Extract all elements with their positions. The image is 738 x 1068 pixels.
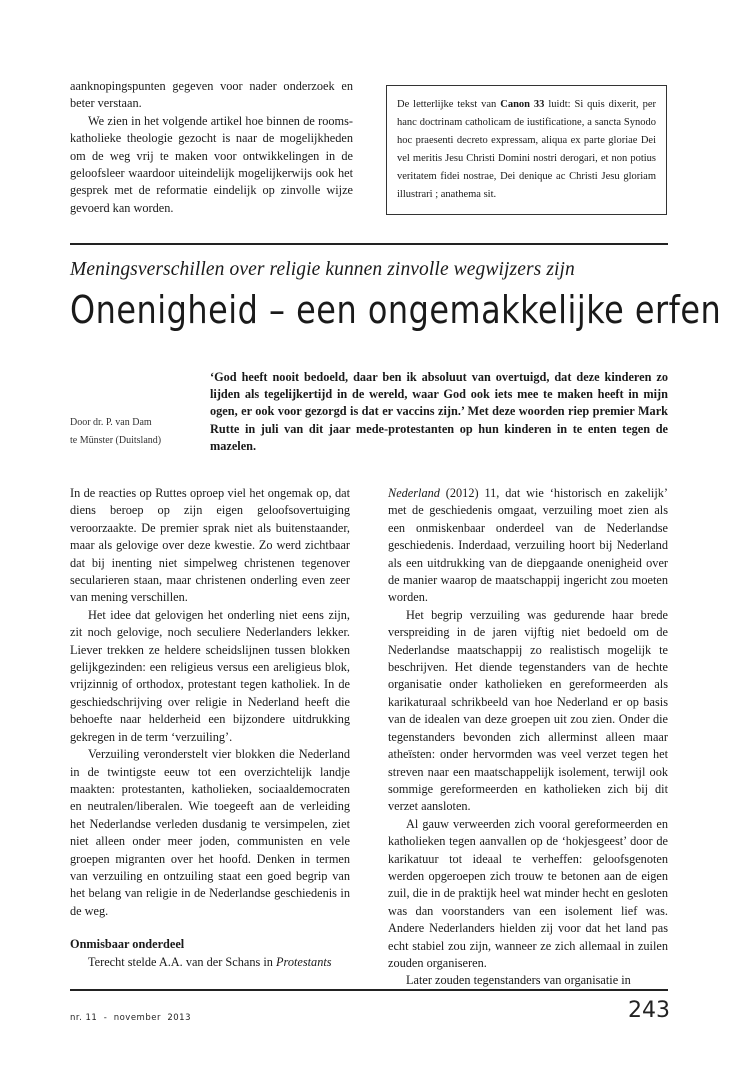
paragraph: Al gauw verweerden zich vooral gereformeerden en katholieken tegen aanvallen op de ‘hokjesgeest’ door de karikatuur tot ideaal te verheffen: geloofsgenoten werden opgeroepen zich trouw te betonen aan de eigen zuil, die in de praktijk heel wat minder hecht en gesloten was dan voorstanders van een isolement lief was. Andere Nederlanders hielden zij voor dat het land pas echt stabiel zou zijn, wanneer ze zich allemaal in zuilen zouden organiseren.: [388, 816, 668, 970]
book-title: Nederland: [388, 486, 440, 500]
paragraph: [70, 954, 350, 971]
article-intro: ‘God heeft nooit bedoeld, daar ben ik absoluut van overtuigd, dat deze kinderen zo lijden als tegelijkertijd in de wereld, waar God ook iets mee te maken heeft in mijn ogen, er ook voor gezorgd is dat er vaccins zijn.’ Met deze woorden riep premier Mark Rutte in juli van dit jaar mede-protestanten op hun kinderen in te enten tegen de mazelen.: [210, 370, 668, 453]
section-divider-top: [70, 243, 668, 245]
paragraph: In de reacties op Ruttes oproep viel het ongemak op, dat diens beroep op zijn eigen geloofsovertuiging veroorzaakte. De premier sprak niet als buitenstaander, maar als gelovige over deze kwestie. Zo werd zichtbaar dat bij inenting niet simpelweg christenen tegenover secularieren staan, maar christenen onderling even zeer van mening verschillen.: [70, 486, 350, 605]
left-column: [70, 485, 350, 971]
paragraph: We zien in het volgende artikel hoe binnen de rooms-katholieke theologie gezocht is naar de mogelijkheden om de weg vrij te maken voor ontwikkelingen in de geloofsleer waardoor uiteindelijk mogelijkerwijs ook het gesprek met de reformatie eindelijk op zinvolle wijze gevoerd kan worden.: [70, 113, 353, 215]
paragraph: Het idee dat gelovigen het onderling niet eens zijn, zit noch gelovige, noch seculiere Nederlanders lekker. Liever trekken ze heldere scheidslijnen tussen blokken gelijkgezinden: een religieus versus een areligieus blok, vrijzinnig of orthodox, protestant tegen katholiek. In de geschiedschrijving over religie in Nederland heeft die behoefte naar helderheid een bijzondere uitdrukking gekregen in de term ‘verzuiling’.: [70, 607, 350, 744]
issue-label: nr. 11 - november 2013: [70, 1013, 191, 1023]
paragraph-text: (2012) 11, dat wie ‘historisch en zakelijk’ met de geschiedenis omgaat, verzuiling moet zien als een onmiskenbaar onderdeel van de Nederlandse geschiedenis. Inderdaad, verzuiling hoort bij Nederland als een uitdrukking van de diepgaande onenigheid over de manier waarop de maatschappij ingericht zou moeten worden.: [388, 486, 668, 605]
article-headline: Onenigheid – een ongemakkelijke erfen: [70, 288, 722, 332]
byline-author: Door dr. P. van Dam: [70, 417, 152, 428]
top-left-column: [70, 78, 353, 217]
byline-location: te Münster (Duitsland): [70, 435, 162, 446]
section-heading: Onmisbaar onderdeel: [70, 937, 185, 952]
paragraph-text: Terecht stelde A.A. van der Schans in: [88, 954, 276, 969]
paragraph: Verzuiling veronderstelt vier blokken die Nederland in de twintigste eeuw tot een overzichtelijk landje maakten: protestanten, katholieken, sociaaldemocraten en neutralen/liberalen. Wie toegeeft aan de verleiding het Nederlandse verleden dusdanig te versimpelen, ziet niet alleen onder meer joden, communisten en vele groepen migranten over het hoofd. Denken in termen van verzuiling en ontzuiling staat een goed begrip van het belang van religie in de Nederlandse geschiedenis in de weg.: [70, 747, 350, 918]
paragraph: [388, 485, 668, 607]
byline: [70, 414, 200, 450]
right-column: [388, 485, 668, 990]
canon-quote-box: [386, 85, 667, 215]
article-kicker: Meningsverschillen over religie kunnen zinvolle wegwijzers zijn: [70, 259, 575, 280]
page-number: 243: [628, 998, 670, 1023]
canon-lead: De letterlijke tekst van: [397, 99, 501, 110]
book-title: Protestants: [275, 954, 332, 969]
canon-text: luidt: Si quis dixerit, per hanc doctrinam catholicam de iustificatione, a sancta Synodo hoc praesenti decreto expressam, aliqua ex parte gloriae Dei vel meritis Jesu Christi Domini nostri derogari, et non potius veritatem fidei nostrae, Dei denique ac Christi Jesu gloriam illustrari ; anathema sit.: [397, 99, 657, 200]
footer-divider: [70, 989, 668, 991]
paragraph: Het begrip verzuiling was gedurende haar brede verspreiding in de jaren vijftig niet bedoeld om de Nederlandse maatschappij zo realistisch mogelijk te beschrijven. Het diende tegenstanders van de hechte organisatie onder katholieken en gereformeerden als karikaturaal schrikbeeld van hoe Nederland er op basis van de idealen van deze groepen uit zou zien. Onder die tegenstanders bevonden zich allerminst alleen maar atheïsten: onder hervormden was veel verzet tegen het streven naar een maatschappelijk isolement, terwijl ook sommige gereformeerden en katholieken zich bij dit verzet aansloten.: [388, 607, 668, 814]
paragraph: Later zouden tegenstanders van organisatie in: [406, 973, 631, 988]
paragraph: aanknopingspunten gegeven voor nader onderzoek en beter verstaan.: [70, 79, 353, 111]
canon-reference: Canon 33: [500, 99, 545, 110]
